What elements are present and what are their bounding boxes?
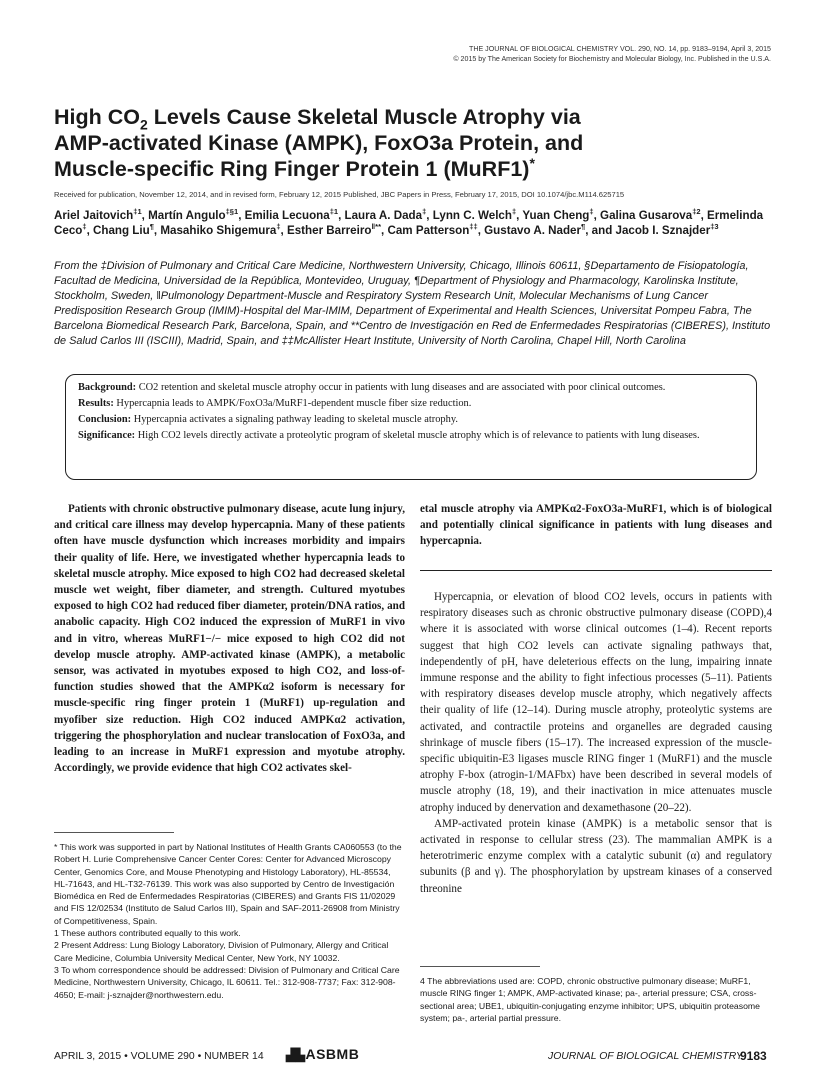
body-text <box>420 589 772 897</box>
footnote-rule-left <box>54 832 174 833</box>
summary-significance: Significance: High CO2 levels directly activate a proteolytic program of skeletal muscle atrophy which is of relevance to patients with lung diseases. <box>78 430 700 441</box>
abstract-divider <box>420 570 772 571</box>
footnote-funding: * This work was supported in part by National Institutes of Health Grants CA060553 (to the Robert H. Lurie Comprehensive Cancer Center Cores: Center for Advanced Microscopy Center, Genomics Core, and Mouse Phenotyping and Histology Laboratory), HL-85534, HL-71643, and HL-T32-76139. This work was also supported by Centro de Investigación Biomédica en Red de Enfermedades Respiratorias (CIBERES) and Grants FIS 11/02029 and FIS 12/02534 (Instituto de Salud Carlos III), Spain and SAF-2011-26908 from Ministry of Competitiveness, Spain. <box>54 842 402 926</box>
summary-background: Background: CO2 retention and skeletal muscle atrophy occur in patients with lung diseases and are associated with poor clinical outcomes. <box>78 382 666 393</box>
author-affiliation-mark: ‡ <box>511 207 517 217</box>
author-name: Galina Gusarova <box>600 209 693 222</box>
author-affiliation-mark: ‡1 <box>329 207 339 217</box>
footnote-1: 1 These authors contributed equally to this work. <box>54 928 241 939</box>
author-name: Cam Patterson <box>387 224 470 237</box>
article-title: High $CO_2$ Levels Cause Skeletal Muscle Atrophy via AMP-activated Kinase (AMPK), FoxO3a Protein, and Muscle-specific Ring Finger Protein 1 (MuRF1)* <box>54 105 584 181</box>
page-number: 9183 <box>740 1049 767 1063</box>
author-affiliation-mark: ‡1 <box>133 207 142 217</box>
author-affiliation-mark: ‡3 <box>710 222 719 232</box>
journal-header <box>453 44 771 64</box>
body-paragraph-1: Hypercapnia, or elevation of blood CO2 levels, occurs in patients with respiratory diseases such as chronic obstructive pulmonary disease (COPD),4 where it is associated with worse clinical outcomes (1–4). Recent reports suggest that high CO2 levels can activate signaling pathways that, independently of pH, have deleterious effects on the lung, impairing innate immune response and the ability to fight infectious processes (5–11). Patients with respiratory diseases develop muscle atrophy, which negatively affects their quality of life (12–14). During muscle atrophy, proteolytic systems are activated, and contractile proteins and organelles are degraded causing shrinkage of muscle fibers (15–17). The increased expression of the muscle-specific ubiquitin-E3 ligases muscle RING finger 1 (MuRF1) and the muscle atrophy F-box (atrogin-1/MAFbx) have been described in several models of muscle atrophy (18, 19), and their inactivation in mice attenuates muscle atrophy induced by denervation and dexamethasone (20–22). <box>420 591 772 814</box>
author-affiliation-mark: ‡‡ <box>469 222 478 232</box>
abstract-left: Patients with chronic obstructive pulmonary disease, acute lung injury, and critical care illness may develop hypercapnia. Many of these patients often have muscle dysfunction which increases morbidity and impairs their quality of life. Here, we investigated whether hypercapnia leads to skeletal muscle atrophy. Mice exposed to high CO2 had decreased skeletal muscle wet weight, fiber diameter, and strength. Cultured myotubes exposed to high CO2 had reduced fiber diameter, protein/DNA ratios, and anabolic capacity. High CO2 induced the expression of MuRF1 in vivo and in vitro, whereas MuRF1−/− mice exposed to high CO2 did not develop muscle atrophy. AMP-activated kinase (AMPK), a metabolic sensor, was activated in myotubes exposed to high CO2, and loss-of-function studies showed that the AMPKα2 isoform is necessary for muscle-specific ring finger protein 1 (MuRF1) up-regulation and myofiber size reduction. High CO2 induced AMPKα2 activation, triggering the phosphorylation and nuclear translocation of FoxO3a, and leading to an increase in MuRF1 expression and myotube atrophy. Accordingly, we provide evidence that high CO2 activates skel- <box>54 503 405 775</box>
author-affiliation-mark: ‡§1 <box>225 207 239 217</box>
author-affiliation-mark: ¶ <box>581 222 586 232</box>
author-name: Laura A. Dada <box>344 209 423 222</box>
author-name: Martín Angulo <box>148 209 226 222</box>
author-name: Jacob I. Sznajder <box>615 224 711 237</box>
asbmb-logo-icon: ▟▙ <box>286 1048 306 1062</box>
author-name: Masahiko Shigemura <box>160 224 277 237</box>
body-paragraph-2: AMP-activated protein kinase (AMPK) is a metabolic sensor that is activated in response to cellular stress (23). The mammalian AMPK is a heterotrimeric enzyme complex with a catalytic subunit (α) and regulatory subunits (β and γ). The phosphorylation by upstream kinases of a conserved threonine <box>420 817 772 895</box>
author-name: Gustavo A. Nader <box>484 224 582 237</box>
author-affiliation-mark: ¶ <box>149 222 154 232</box>
author-affiliation-mark: ‡ <box>422 207 427 217</box>
affiliations: From the ‡Division of Pulmonary and Critical Care Medicine, Northwestern University, Chicago, Illinois 60611, §Departamento de Fisiopatología, Facultad de Medicina, Universidad de la República, Montevideo, Uruguay, ¶Department of Physiology and Pharmacology, Karolinska Institute, Stockholm, Sweden, ‖Pulmonology Department-Muscle and Respiratory System Research Unit, Molecular Mechanisms of Lung Cancer Predisposition Research Group (IMIM)-Hospital del Mar-IMIM, Department of Experimental and Health Sciences, Universitat Pompeu Fabra, The Barcelona Biomedical Research Park, Barcelona, Spain, and **Centro de Investigación en Red de Enfermedades Respiratorias (CIBERES), Instituto de Salud Carlos III (ISCIII), Madrid, Spain, and ‡‡McAllister Heart Institute, University of North Carolina, Chapel Hill, North Carolina <box>54 260 771 347</box>
author-name: Lynn C. Welch <box>432 209 512 222</box>
abstract-right: etal muscle atrophy via AMPKα2-FoxO3a-MuRF1, which is of biological and potentially clinical significance in patients with lung diseases and hypercapnia. <box>420 503 772 548</box>
footnote-2: 2 Present Address: Lung Biology Laboratory, Division of Pulmonary, Allergy and Critical Care Medicine, Columbia University Medical Center, New York, NY 10032. <box>54 940 389 963</box>
received-dates: Received for publication, November 12, 2014, and in revised form, February 12, 2015 Published, JBC Papers in Press, February 17, 2015, DOI 10.1074/jbc.M114.625715 <box>54 190 625 199</box>
author-name: Ariel Jaitovich <box>54 209 134 222</box>
author-name: Ermelinda Ceco <box>54 209 764 237</box>
author-affiliation-mark: ‡ <box>82 222 87 232</box>
footnote-3: 3 To whom correspondence should be addressed: Division of Pulmonary and Critical Care Medicine, Northwestern University, Chicago, IL 60611. Tel.: 312-908-7737; Fax: 312-908-4650; E-mail: j-sznajder@northwestern.edu. <box>54 964 400 1000</box>
summary-conclusion: Conclusion: Hypercapnia activates a signaling pathway leading to skeletal muscle atrophy. <box>78 414 458 425</box>
summary-box <box>65 374 757 480</box>
journal-citation: THE JOURNAL OF BIOLOGICAL CHEMISTRY VOL. 290, NO. 14, pp. 9183–9194, April 3, 2015 <box>468 45 771 53</box>
copyright-line: © 2015 by The American Society for Biochemistry and Molecular Biology, Inc. Published in the U.S.A. <box>453 55 771 63</box>
author-list: Ariel Jaitovich$^{\ddagger 1}$, Martín Angulo$^{\ddagger\S 1}$, Emilia Lecuona$^{\ddagger 1}$, Laura A. Dada‡, Lynn C. Welch‡, Yuan Cheng‡, Galina Gusarova$^{\ddagger 2}$, Ermelinda Ceco‡, Chang Liu¶, Masahiko Shigemura‡, Esther Barreiro‖**, Cam Patterson‡‡, Gustavo A. Nader¶, and Jacob I. Sznajder$^{\ddagger 3}$ <box>54 207 764 237</box>
author-affiliation-mark: ‖** <box>371 222 382 232</box>
footnote-abbreviations: 4 The abbreviations used are: COPD, chronic obstructive pulmonary disease; MuRF1, muscle RING finger 1; AMPK, AMP-activated kinase; pa-, arterial pressure; CSA, cross-sectional area; UBE1, ubiquitin-conjugating enzyme inhibitor; UPS, ubiquitin proteasome system; pa-, arterial partial pressure. <box>420 976 760 1023</box>
footer-issue: APRIL 3, 2015 • VOLUME 290 • NUMBER 14 <box>54 1051 264 1062</box>
author-name: Emilia Lecuona <box>244 209 330 222</box>
footnote-rule-right <box>420 966 540 967</box>
author-name: Chang Liu <box>93 224 150 237</box>
summary-results: Results: Hypercapnia leads to AMPK/FoxO3a/MuRF1-dependent muscle fiber size reduction. <box>78 398 472 409</box>
author-name: Yuan Cheng <box>522 209 590 222</box>
asbmb-logo: ▟▙ASBMB <box>286 1046 360 1062</box>
author-name: Esther Barreiro <box>287 224 372 237</box>
footnotes-left <box>54 841 406 1001</box>
author-affiliation-mark: ‡ <box>589 207 594 217</box>
footer-journal: JOURNAL OF BIOLOGICAL CHEMISTRY <box>548 1051 743 1062</box>
author-affiliation-mark: ‡2 <box>692 207 701 217</box>
author-affiliation-mark: ‡ <box>276 222 281 232</box>
